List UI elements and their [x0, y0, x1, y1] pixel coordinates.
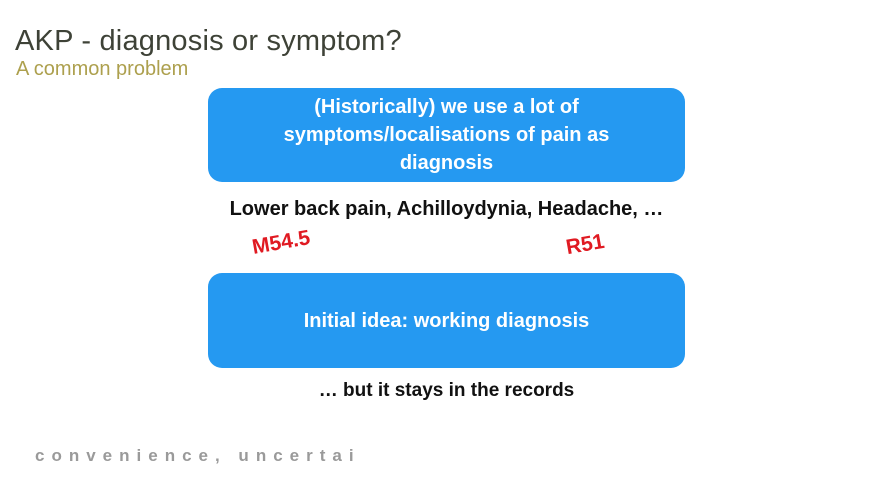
historical-usage-box — [208, 88, 685, 182]
records-note-text: … but it stays in the records — [318, 380, 575, 401]
page-title: AKP - diagnosis or symptom? — [15, 25, 402, 58]
icd-code-r51: R51 — [564, 229, 607, 260]
symptom-examples-text: Lower back pain, Achilloydynia, Headache, … — [229, 198, 664, 220]
icd-code-m54-5: M54.5 — [250, 226, 312, 259]
historical-usage-box-text: (Historically) we use a lot of symptoms/localisations of pain as diagnosis — [283, 96, 610, 174]
working-diagnosis-box — [208, 273, 685, 368]
footer-keywords-text: convenience, uncertai — [35, 446, 361, 465]
working-diagnosis-box-text: Initial idea: working diagnosis — [303, 309, 590, 332]
slide-subtitle: A common problem — [16, 57, 189, 80]
